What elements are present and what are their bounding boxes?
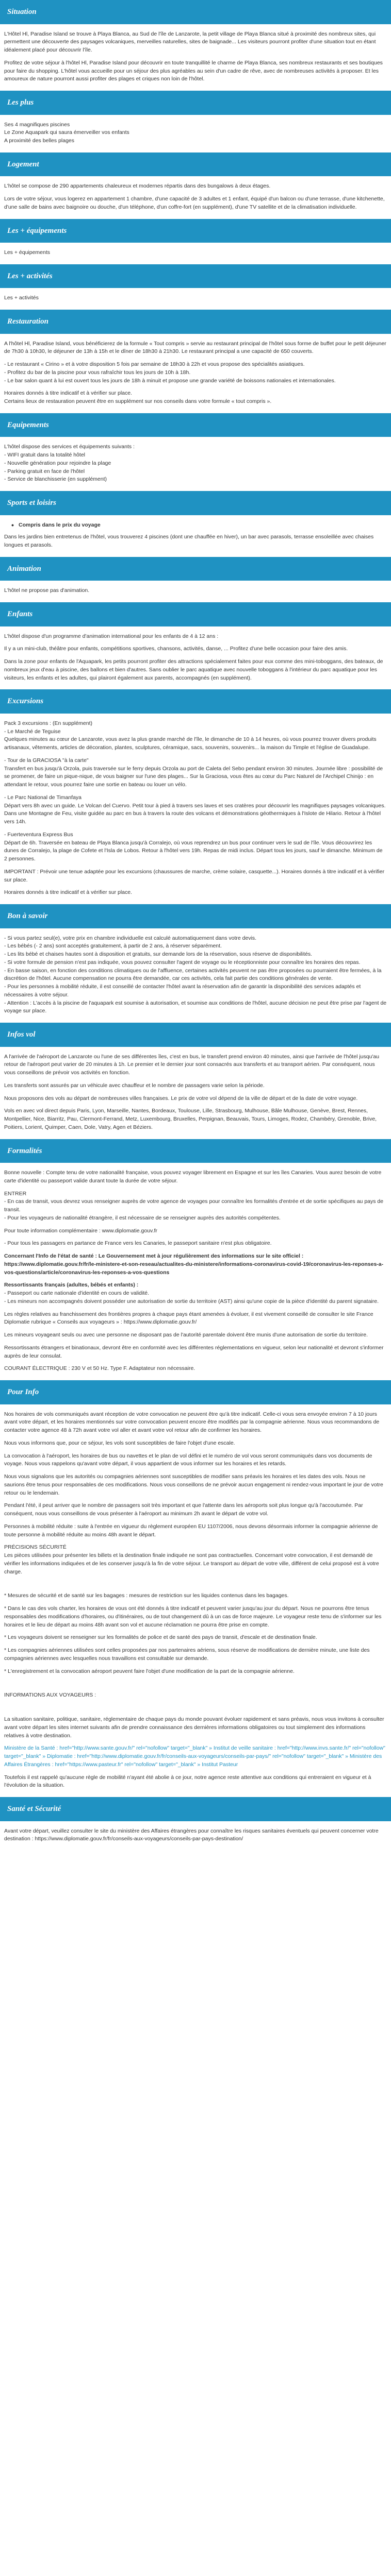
paragraph: Départ vers 8h avec un guide. Le Volcan del Cuervo. Petit tour à pied à travers ses laves et ses cratères pour découvrir les magnifiques paysages volcaniques. Dans une Montagne de Feu, visite guidée au parc en bus à travers la route des volcans et démonstrations géothermiques à l'Islote de Hilario. Retour à l'hôtel vers 14h. [4, 802, 386, 825]
section-pour-info [0, 1411, 391, 1790]
paragraph: Quelques minutes au cœur de Lanzarote, vous avez la plus grande marché de l'île, le dimanche de 10 à 14 heures, où vous pourrez trouver divers produits artisanaux, vêtements, articles de décoration, plantes, sculptures, céramique, sacs, souvenirs, souvenirs... la maison du Timple et l'église de Guadalupe. [4, 736, 377, 751]
paragraph: Toutefois il est rappelé qu'aucune règle de mobilité n'ayant été abolie à ce jour, notre agence reste attentive aux conditions qui entreraient en vigueur et à l'évolution de la situation. [4, 1774, 371, 1789]
paragraph: * Les voyageurs doivent se renseigner sur les formalités de police et de santé des pays de transit, d'escale et de destination finale. [4, 1634, 317, 1641]
section-title-situation: Situation [0, 0, 391, 24]
section-title-sante: Santé et Sécurité [0, 1797, 391, 1821]
paragraph: Avant votre départ, veuillez consulter le site du ministère des Affaires étrangères pour connaître les risques sanitaires éventuels qui peuvent concerner votre destination : https://www.diplomatie.gouv.fr/fr/conseils-aux-voyageurs/conseils-par-pays-destination/ [4, 1827, 379, 1842]
paragraph: Ressortissants étrangers et binationaux, devront être en conformité avec les différentes réglementations en vigueur, selon leur nationalité et devront s'informer auprès de leur consulat. [4, 1344, 384, 1359]
paragraph: - Fuerteventura Express Bus [4, 831, 73, 838]
paragraph: - Pour tous les passagers en partance de France vers les Canaries, le passeport sanitaire n'est plus obligatoire. [4, 1240, 272, 1247]
paragraph: - Profitez du bar de la piscine pour vous rafraîchir tous les jours de 10h à 18h. [4, 369, 191, 376]
paragraph: Nous vous informons que, pour ce séjour, les vols sont susceptibles de faire l'objet d'une escale. [4, 1439, 235, 1446]
paragraph: Dans la zone pour enfants de l'Aquapark, les petits pourront profiter des attractions spécialement faites pour eux comme des mini-toboggans, des bateaux, de nombreux jeux d'eau à piscine, des ballons et bien d'autres. Sans oublier le parc aquatique avec nouvelle toboggans à l'intérieur du parc aquatique pour les visiteurs, les enfants et les adultes, qui plairont également aux parents, accompagnés (en supplément). [4, 658, 383, 681]
paragraph: Les + activités [4, 295, 39, 301]
paragraph: * Dans le cas des vols charter, les horaires de vous ont été donnés à titre indicatif et peuvent varier jusqu'au jour du départ. Nous ne pourrons être tenus responsables des modifications d'horaires, ou d'itinéraires, ou de tout changement dû à un cas de force majeure. Le voyageur reste tenu de s'informer sur les horaires et le lieu de départ au moins 48h avant son vol et aucune réclamation ne pourra être prise en compte. [4, 1605, 382, 1628]
paragraph: Les transferts sont assurés par un véhicule avec chauffeur et le nombre de passagers varie selon la période. [4, 1082, 265, 1089]
paragraph: Il y a un mini-club, théâtre pour enfants, compétitions sportives, chansons, activités, danse, ... Profitez d'une belle occasion pour faire des amis. [4, 646, 348, 652]
paragraph: Ressortissants français (adultes, bébés et enfants) : [4, 1282, 139, 1289]
paragraph: Bonne nouvelle : Compte tenu de votre nationalité française, vous pouvez voyager librement en Espagne et sur les îles Canaries. Vous aurez besoin de votre carte d'identité ou passeport valide durant toute la durée de votre séjour. [4, 1170, 382, 1184]
paragraph: - Passeport ou carte nationale d'identité en cours de validité. [4, 1290, 150, 1296]
paragraph: - Pour les personnes à mobilité réduite, il est conseillé de contacter l'hôtel avant la réservation afin de garantir la disponibilité des services adaptés et nécessaires à votre séjour. [4, 984, 361, 998]
paragraph: Profitez de votre séjour à l'hôtel Hl, Paradise Island pour découvrir en toute tranquillité le charme de Playa Blanca, ses nombreux restaurants et ses boutiques pour faire du shopping. L'hôtel vous accueille pour un séjour des plus agréables au sein d'un cadre de rêve, avec de nombreuses activités à proposer. Et les amoureux de nature pourront aussi profiter des plages et criques non loin de l'hôtel. [4, 59, 383, 82]
section-sports [0, 521, 391, 550]
paragraph: L'hôtel ne propose pas d'animation. [4, 587, 90, 594]
paragraph: - Le Parc National de Timanfaya [4, 794, 82, 801]
paragraph: Transfert en bus jusqu'à Orzola, puis traversée sur le ferry depuis Orzola au port de Caleta del Sebo pendant environ 30 minutes. Journée libre : possibilité de se promener, de faire un pique-nique, de vous baigner sur l'une des plages... Sur la Graciosa, vous êtes au cœur du Parc Naturel de l'Archipel Chinijo : en attendant le retour, vous pourrez faire une sortie en bateau ou louer un vélo. [4, 765, 383, 788]
paragraph: Dans les jardins bien entretenus de l'hôtel, vous trouverez 4 piscines (dont une chauffée en hiver), un bar avec parasols, terrasse ensoleillée avec chaises longues et parasols. [4, 534, 374, 548]
paragraph: - Le Marché de Teguise [4, 728, 61, 735]
paragraph: - En cas de transit, vous devrez vous renseigner auprès de votre agence de voyages pour connaître les formalités d'entrée et de sortie spécifiques au pays de transit. [4, 1198, 384, 1213]
paragraph: - Les mineurs non accompagnés doivent posséder une autorisation de sortie du territoire (AST) ainsi qu'une copie de la pièce d'identité du parent signataire. [4, 1298, 379, 1304]
paragraph: Pack 3 excursions : (En supplément) [4, 720, 92, 726]
section-infos-vol [0, 1053, 391, 1132]
plus-item: Ses 4 magnifiques piscines [4, 121, 70, 128]
paragraph: Concernant l'Info de l'état de santé : Le Gouvernement met à jour régulièrement des informations sur le site officiel : https://www.diplomatie.gouv.fr/fr/le-ministere-et-son-reseau/actualites-du-ministere/informations-coronavirus-covid-19/coronavirus-les-reponses-a-vos-questions/article/coronavirus-les-reponses-a-vos-questions [4, 1253, 384, 1276]
paragraph: - Les bébés (- 2 ans) sont acceptés gratuitement, à partir de 2 ans, à réserver séparément. [4, 943, 222, 950]
section-animation [0, 587, 391, 595]
paragraph: Personnes à mobilité réduite : suite à l'entrée en vigueur du règlement européen EU 1107/2006, nous devons désormais informer la compagnie aérienne de toute personne à mobilité réduite au moins 48h avant le départ. [4, 1523, 378, 1538]
paragraph: - Le bar salon quant à lui est ouvert tous les jours de 18h à minuit et propose une grande variété de boissons nationales et internationales. [4, 377, 336, 384]
paragraph: - Le restaurant « Cirino » et à votre disposition 5 fois par semaine de 18h30 à 22h et vous propose des spécialités asiatiques. [4, 361, 305, 367]
paragraph: Pendant l'été, il peut arriver que le nombre de passagers soit très important et que l'attente dans les aéroports soit plus longue qu'à l'accoutumée. Par conséquent, nous vous conseillons de vous présenter à l'aéroport au minimum 2h avant le départ de votre vol. [4, 1502, 363, 1517]
paragraph: Nous proposons des vols au départ de nombreuses villes françaises. Le prix de votre vol dépend de la ville de départ et de la date de votre voyage. [4, 1095, 358, 1101]
sports-list [18, 521, 387, 530]
useful-links[interactable]: Ministère de la Santé : href="http://www.sante.gouv.fr/" rel="nofollow" target="_blank" » Institut de veille sanitaire : href="http://www.invs.sante.fr/" rel="nofollow" target="_blank" » Diplomatie : href="http://www.diplomatie.gouv.fr/fr/conseils-aux-voyageurs/conseils-par-pays/" rel="nofollow" target="_blank" » Ministère des Affaires Étrangères : href="https://www.pasteur.fr" rel="nofollow" target="_blank" » Institut Pasteur [4, 1745, 385, 1768]
section-title-infos-vol: Infos vol [0, 1023, 391, 1047]
section-title-excursions: Excursions [0, 689, 391, 714]
paragraph: Les + équipements [4, 249, 51, 256]
paragraph: * Les compagnies aériennes utilisées sont celles proposées par nos partenaires aériens, sous réserve de modifications de dernière minute, une liste des compagnies aériennes avec lesquelles nous travaillons est consultable sur demande. [4, 1647, 370, 1662]
paragraph: A l'arrivée de l'aéroport de Lanzarote ou l'une de ses différentes îles, c'est en bus, le transfert prend environ 40 minutes, ainsi que l'arrivée de l'hôtel jusqu'au retour de l'aéroport peut varier de 20 minutes à 1h. Le premier et le dernier jour sont consacrés aux transferts et au transport aérien. Par conséquent, nous vous conseillons de prévoir vos activités en fonction. [4, 1053, 380, 1076]
section-equipements-plus [0, 249, 391, 257]
plus-item: A proximité des belles plages [4, 138, 74, 144]
section-logement [0, 182, 391, 211]
paragraph: Nos horaires de vols communiqués avant réception de votre convocation ne peuvent être qu'à titre indicatif. Celle-ci vous sera envoyée environ 7 à 10 jours avant votre départ, et les horaires mentionnés sur votre convocation peuvent encore être modifiés par la compagnie aérienne. Nous vous recommandons de contacter votre agence 48 à 72h avant votre vol aller et avant votre vol retour afin de confirmer les horaires. [4, 1411, 380, 1433]
paragraph: ENTRER [4, 1190, 27, 1197]
paragraph: L'Hôtel Hl, Paradise Island se trouve à Playa Blanca, au Sud de l'île de Lanzarote, la petit village de Playa Blanca situé à proximité des nombreux sites, qui permettent une découverte des paysages volcaniques, merveilles naturelles, sites de baignade... Les visiteurs pourront profiter d'une situation tout en étant idéalement placé pour découvrir l'île. [4, 30, 376, 53]
section-excursions [0, 720, 391, 897]
paragraph: Départ de 6h. Traversée en bateau de Playa Blanca jusqu'à Corralejo, où vous reprendrez un bus pour continuer vers le sud de l'île. Vous découvrirez les dunes de Corralejo, la plage de Cofete et l'Isla de Lobos. Retour à l'hôtel vers 19h. Repas de midi inclus. Départ tous les jours, sauf le dimanche. Minimum de 2 personnes. [4, 839, 383, 862]
paragraph: - Tour de la GRACIOSA "à la carte" [4, 757, 89, 764]
section-title-animation: Animation [0, 557, 391, 581]
section-equipements [0, 443, 391, 484]
paragraph: * Mesures de sécurité et de santé sur les bagages : mesures de restriction sur les liquides contenus dans les bagages. [4, 1592, 289, 1599]
info-voyageurs-title: INFORMATIONS AUX VOYAGEURS : [4, 1692, 96, 1699]
paragraph: Les pièces utilisées pour présenter les billets et la destination finale indiquée ne sont pas contractuelles. Concernant votre convocation, il est demandé de vérifier les informations indiquées et de les conserver jusqu'à la fin de votre séjour. Le transport au départ de votre ville, différent de celui proposé est à votre charge. [4, 1552, 379, 1575]
section-title-activites-plus: Les + activités [0, 264, 391, 289]
paragraph: - Nouvelle génération pour rejoindre la plage [4, 460, 111, 466]
paragraph: - Parking gratuit en face de l'hôtel [4, 468, 85, 474]
paragraph: Horaires donnés à titre indicatif et à vérifier sur place. [4, 390, 133, 397]
paragraph: Vols en avec vol direct depuis Paris, Lyon, Marseille, Nantes, Bordeaux, Toulouse, Lille, Strasbourg, Mulhouse, Bâle Mulhouse, Genève, Brest, Rennes, Montpellier, Nice, Biarritz, Pau, Clermont-Ferrand, Metz, Luxembourg, Bruxelles, Perpignan, Beauvais, Tours, Limoges, Rodez, Chambéry, Grenoble, Brive, Poitiers, Lorient, Quimper, Caen, Dole, Vatry, Agen et Béziers. [4, 1108, 377, 1130]
paragraph: Pour toute information complémentaire : www.diplomatie.gouv.fr [4, 1227, 157, 1234]
section-bon-a-savoir [0, 935, 391, 1016]
paragraph: L'hôtel se compose de 290 appartements chaleureux et modernes répartis dans des bungalows à deux étages. [4, 183, 271, 190]
section-title-restauration: Restauration [0, 310, 391, 334]
section-title-equipements-plus: Les + équipements [0, 219, 391, 243]
paragraph: COURANT ÉLECTRIQUE : 230 V et 50 Hz. Type F. Adaptateur non nécessaire. [4, 1365, 196, 1372]
paragraph: Horaires donnés à titre indicatif et à vérifier sur place. [4, 889, 133, 896]
paragraph: Lors de votre séjour, vous logerez en appartement 1 chambre, d'une capacité de 3 adultes et 1 enfant, équipé d'un balcon ou d'une terrasse, d'une kitchenette, d'une salle de bains avec baignoire ou douche, d'un téléphone, d'un coffre-fort (en supplément), d'une TV satellite et de la climatisation individuelle. [4, 196, 385, 210]
paragraph: L'hôtel dispose d'un programme d'animation international pour les enfants de 4 à 12 ans : [4, 633, 219, 639]
section-situation [0, 30, 391, 84]
section-formalites [0, 1169, 391, 1373]
paragraph: - Service de blanchisserie (en supplément) [4, 476, 107, 483]
section-restauration [0, 340, 391, 406]
section-title-equipements: Equipements [0, 413, 391, 437]
section-sante [0, 1827, 391, 1844]
paragraph: - Attention : L'accès à la piscine de l'aquapark est soumise à autorisation, et soumise aux conditions de l'hôtel, aucune décision ne peut être prise par l'agent de voyage sur place. [4, 999, 387, 1014]
paragraph: - WIFI gratuit dans la totalité hôtel [4, 452, 85, 458]
section-title-plus: Les plus [0, 91, 391, 115]
section-title-logement: Logement [0, 152, 391, 177]
paragraph: - Pour les voyageurs de nationalité étrangère, il est nécessaire de se renseigner auprès des autorités compétentes. [4, 1214, 281, 1221]
paragraph: - Les lits bébé et chaises hautes sont à disposition et gratuits, sur demande lors de la réservation, sous réserve de disponibilités. [4, 951, 313, 957]
paragraph: La situation sanitaire, politique, sanitaire, réglementaire de chaque pays du monde pouvant évoluer rapidement et sans préavis, nous vous invitons à consulter avant votre départ les sites internet suivants afin de prendre connaissance des dernières informations obligatoires ou tout simplement des informations relatives à votre destination. [4, 1716, 384, 1739]
paragraph: Nous vous signalons que les autorités ou compagnies aériennes sont susceptibles de modifier sans préavis les horaires et les dates des vols. Nous ne saurions être tenus pour responsables de ces modifications. Nous vous conseillons de ne prévoir aucun engagement ni rendez-vous important le jour de votre retour ou le lendemain. [4, 1473, 383, 1496]
section-title-sports: Sports et loisirs [0, 491, 391, 515]
paragraph: * L'enregistrement et la convocation aéroport peuvent faire l'objet d'une modification de la part de la compagnie aérienne. [4, 1668, 295, 1674]
paragraph: A l'hôtel Hl, Paradise Island, vous bénéficierez de la formule « Tout compris » servie au restaurant principal de l'hôtel sous forme de buffet pour le petit déjeuner de 7h30 à 10h30, le déjeuner de 13h à 15h et le dîner de 18h30 à 21h30. Le restaurant principal a une capacité de 650 couverts. [4, 340, 386, 355]
paragraph: L'hôtel dispose des services et équipements suivants : [4, 444, 135, 450]
paragraph: - En basse saison, en fonction des conditions climatiques ou de l'affluence, certaines activités peuvent ne pas être proposées ou pourraient être fermées, à la discrétion de l'hôtel. Aucune compensation ne pourra être demandée, car ces activités, cela fait partie des conditions générales de vente. [4, 967, 382, 982]
section-title-pour-info: Pour Info [0, 1380, 391, 1404]
paragraph: Les mineurs voyageant seuls ou avec une personne ne disposant pas de l'autorité parentale doivent être munis d'une autorisation de sortie du territoire. [4, 1332, 368, 1338]
section-title-enfants: Enfants [0, 602, 391, 626]
section-plus [0, 121, 391, 145]
paragraph: La convocation à l'aéroport, les horaires de bus ou navettes et le plan de vol défini et le numéro de vol vous seront communiqués dans vos documents de voyage. Nous vous rappelons qu'avant votre départ, il vous appartient de vous informer sur les horaires et les retards. [4, 1452, 372, 1467]
plus-item: Le Zone Aquapark qui saura émerveiller vos enfants [4, 129, 129, 136]
paragraph: - Si votre formule de pension n'est pas indiquée, vous pouvez consulter l'agent de voyage ou le réceptionniste pour connaître les horaires des repas. [4, 959, 361, 965]
paragraph: PRÉCISIONS SÉCURITÉ [4, 1544, 67, 1551]
paragraph: Les règles relatives au franchissement des frontières propres à chaque pays étant amenées à évoluer, il est vivement conseillé de consulter le site France Diplomatie rubrique « Conseils aux voyageurs » : https://www.diplomatie.gouv.fr/ [4, 1311, 373, 1326]
section-enfants [0, 633, 391, 683]
section-title-formalites: Formalités [0, 1139, 391, 1163]
sports-bullet: • Compris dans le prix du voyage [18, 521, 387, 530]
section-title-bon-a-savoir: Bon à savoir [0, 904, 391, 928]
section-activites-plus [0, 294, 391, 302]
paragraph: IMPORTANT : Prévoir une tenue adaptée pour les excursions (chaussures de marche, crème solaire, casquette...). Horaires donnés à titre indicatif et à vérifier sur place. [4, 868, 385, 883]
paragraph: - Si vous partez seul(e), votre prix en chambre individuelle est calculé automatiquement dans votre devis. [4, 935, 257, 941]
paragraph: Certains lieux de restauration peuvent être en supplément sur nos conseils dans votre formule « tout compris ». [4, 398, 272, 404]
